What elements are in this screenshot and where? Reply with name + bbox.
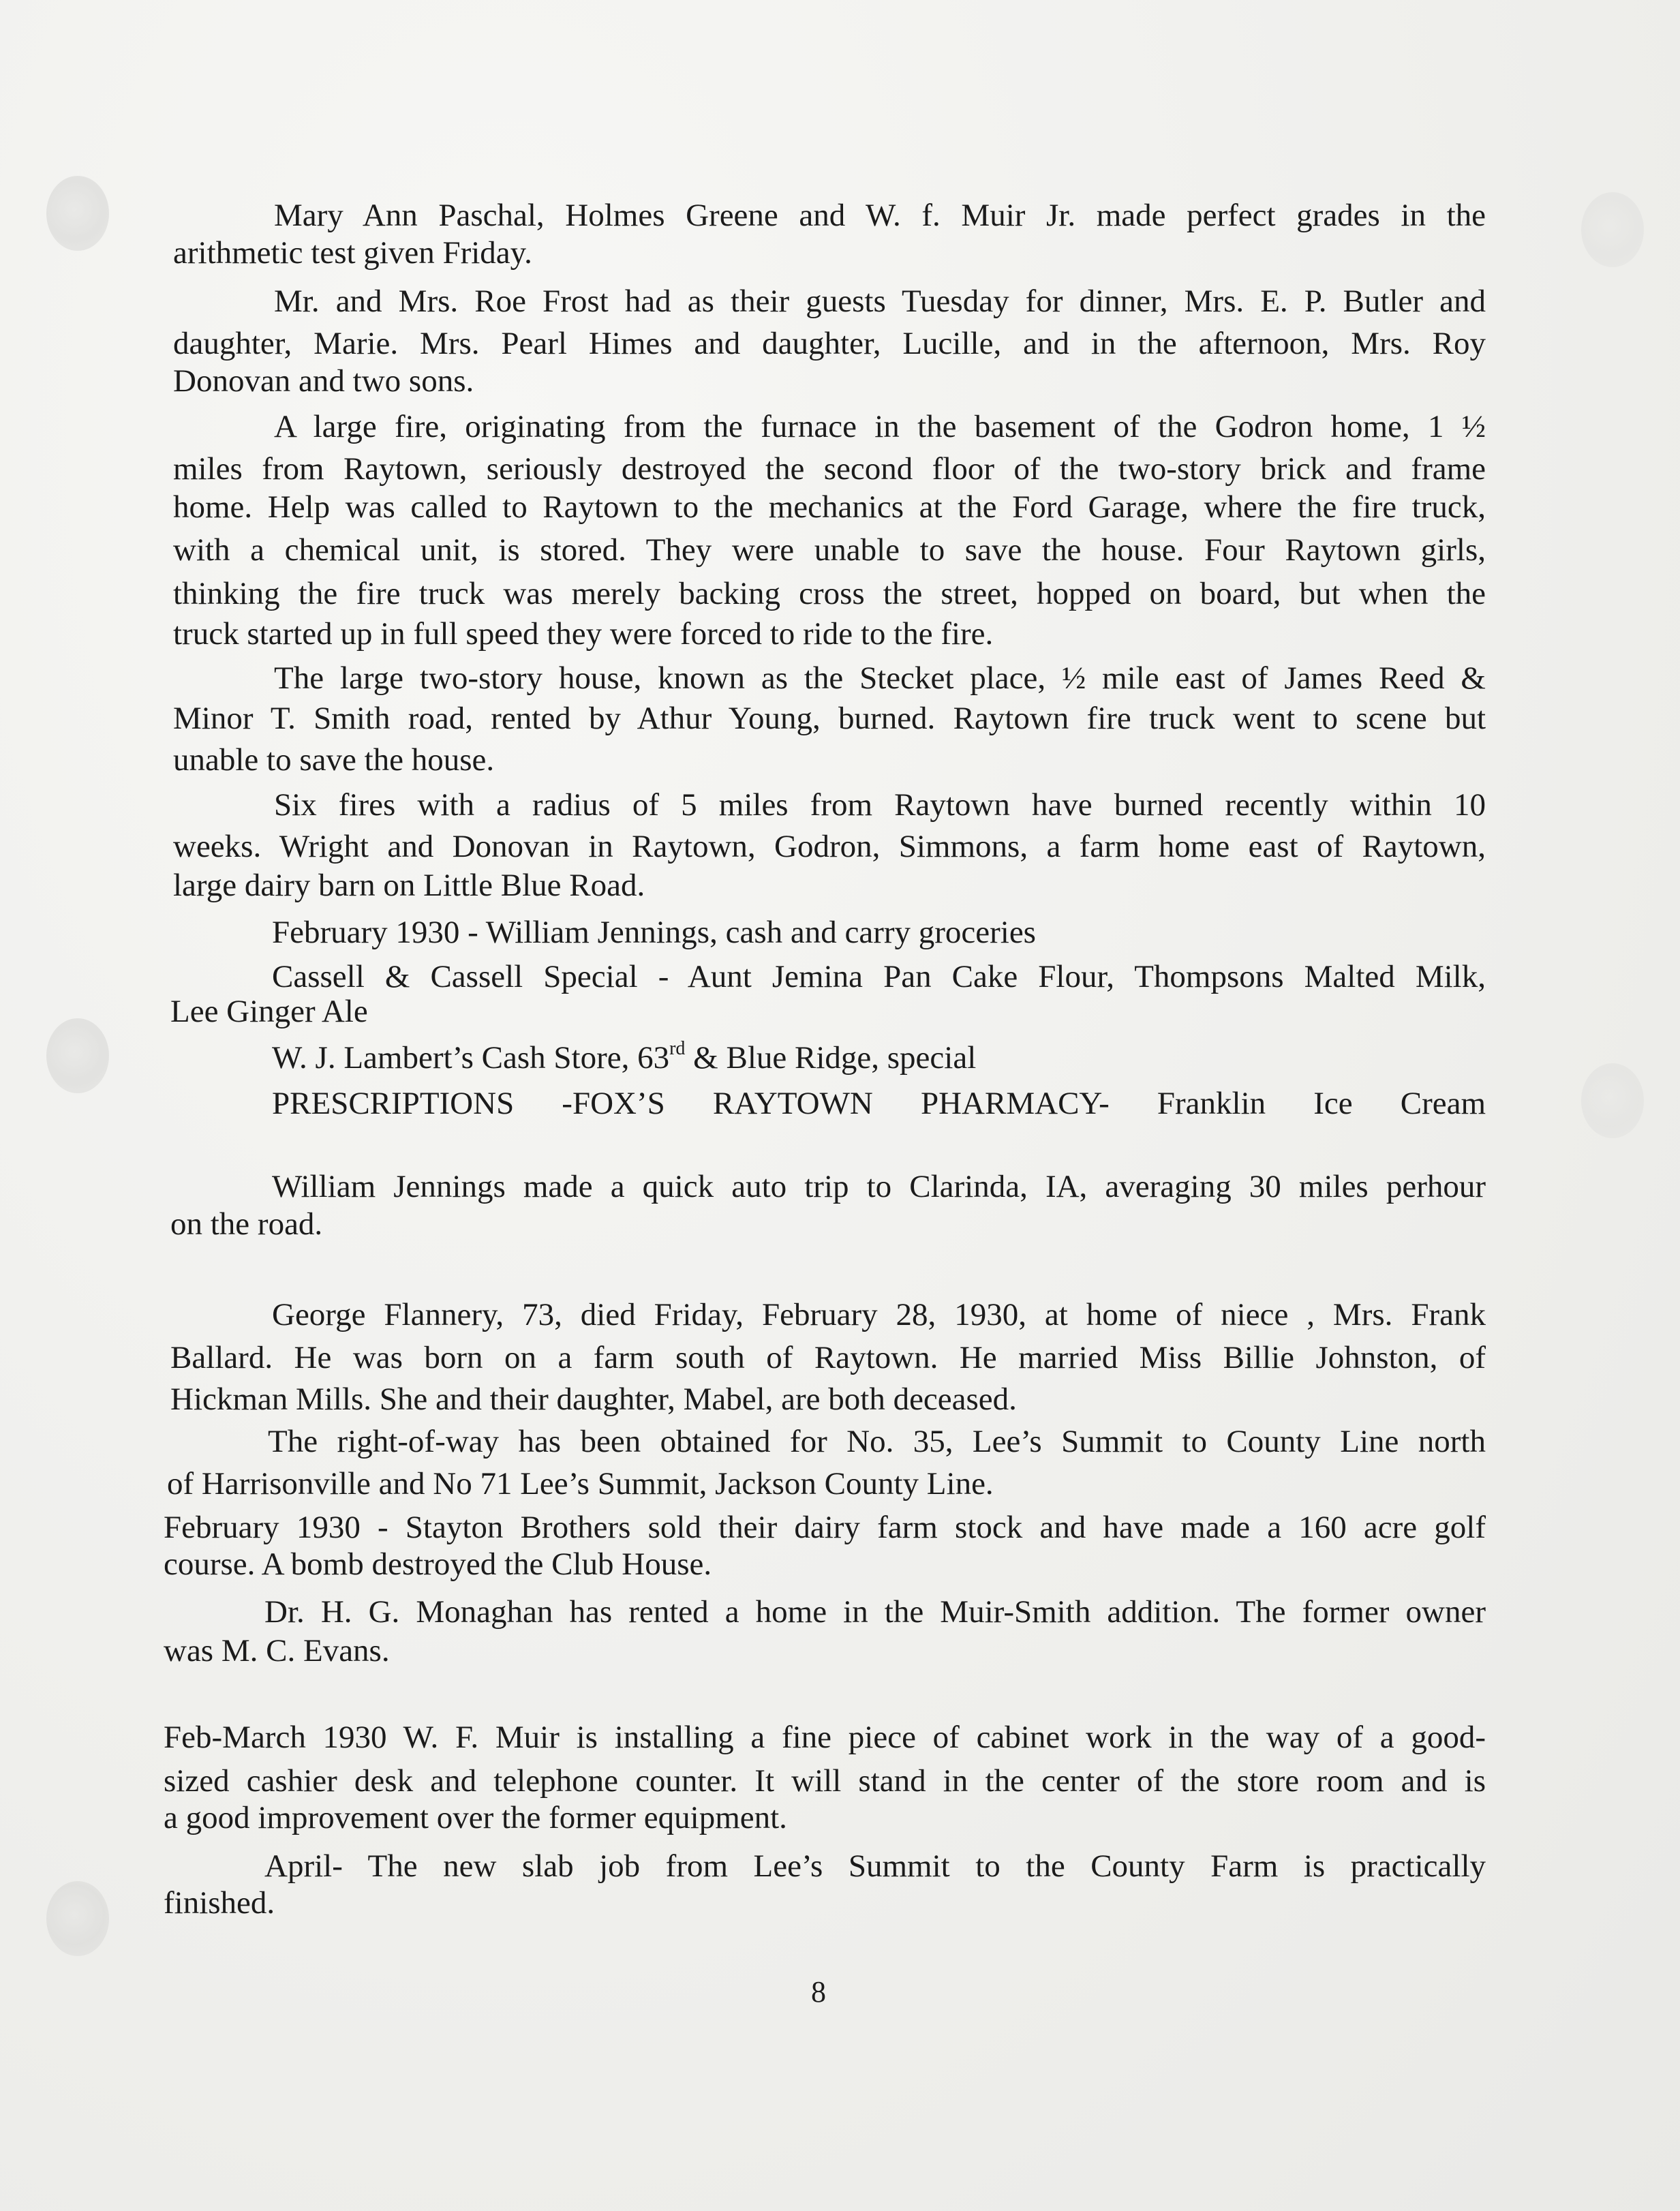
text-line: home. Help was called to Raytown to the mechanics at the Ford Garage, where the fire truck,: [173, 489, 1486, 525]
text-line: arithmetic test given Friday.: [173, 235, 532, 271]
page-number: 8: [811, 1975, 826, 2009]
punch-hole-right-middle: [1581, 1063, 1644, 1138]
text-line: Mary Ann Paschal, Holmes Greene and W. f. Muir Jr. made perfect grades in the: [274, 198, 1486, 233]
text-line: miles from Raytown, seriously destroyed the second floor of the two-story brick and frame: [173, 451, 1486, 487]
text-line: The large two-story house, known as the Stecket place, ½ mile east of James Reed &: [274, 660, 1486, 696]
text-line: Six fires with a radius of 5 miles from Raytown have burned recently within 10: [274, 787, 1486, 823]
text-line: on the road.: [170, 1206, 323, 1242]
text-line: sized cashier desk and telephone counter. It will stand in the center of the store room and is: [164, 1763, 1486, 1799]
text-line: William Jennings made a quick auto trip to Clarinda, IA, averaging 30 miles perhour: [272, 1169, 1486, 1204]
text-line: PRESCRIPTIONS -FOX’S RAYTOWN PHARMACY- Franklin Ice Cream: [272, 1086, 1486, 1121]
text-fragment: W. J. Lambert’s Cash Store, 63: [272, 1040, 670, 1076]
text-line: February 1930 - William Jennings, cash and carry groceries: [272, 915, 1036, 950]
text-line: Donovan and two sons.: [173, 363, 474, 399]
text-line: Mr. and Mrs. Roe Frost had as their guests Tuesday for dinner, Mrs. E. P. Butler and: [274, 284, 1486, 319]
text-line: Dr. H. G. Monaghan has rented a home in the Muir-Smith addition. The former owner: [264, 1594, 1486, 1630]
text-line: George Flannery, 73, died Friday, February 28, 1930, at home of niece , Mrs. Frank: [272, 1297, 1486, 1332]
text-line: Cassell & Cassell Special - Aunt Jemina Pan Cake Flour, Thompsons Malted Milk,: [272, 959, 1486, 994]
punch-hole-top: [46, 176, 109, 251]
text-line: was M. C. Evans.: [164, 1633, 390, 1668]
text-line: Hickman Mills. She and their daughter, Mabel, are both deceased.: [170, 1382, 1017, 1417]
text-line: Minor T. Smith road, rented by Athur Young, burned. Raytown fire truck went to scene but: [173, 701, 1486, 736]
text-line: The right-of-way has been obtained for No. 35, Lee’s Summit to County Line north: [268, 1424, 1486, 1459]
text-line: unable to save the house.: [173, 742, 495, 778]
text-fragment: & Blue Ridge, special: [685, 1040, 977, 1076]
text-line: [272, 1038, 976, 1078]
text-line: thinking the fire truck was merely backing cross the street, hopped on board, but when the: [173, 576, 1486, 611]
text-line: February 1930 - Stayton Brothers sold their dairy farm stock and have made a 160 acre golf: [164, 1510, 1486, 1545]
punch-hole-bottom: [46, 1881, 109, 1956]
text-line: Feb-March 1930 W. F. Muir is installing a fine piece of cabinet work in the way of a good-: [164, 1720, 1486, 1755]
punch-hole-middle: [46, 1018, 109, 1093]
punch-hole-right-top: [1581, 192, 1644, 267]
text-line: with a chemical unit, is stored. They were unable to save the house. Four Raytown girls,: [173, 532, 1486, 568]
text-line: A large fire, originating from the furnace in the basement of the Godron home, 1 ½: [274, 409, 1486, 444]
text-line: Lee Ginger Ale: [170, 994, 368, 1029]
text-line: weeks. Wright and Donovan in Raytown, Godron, Simmons, a farm home east of Raytown,: [173, 829, 1486, 864]
superscript: rd: [669, 1038, 686, 1059]
text-line: course. A bomb destroyed the Club House.: [164, 1546, 712, 1582]
text-line: truck started up in full speed they were forced to ride to the fire.: [173, 616, 994, 652]
text-line: finished.: [164, 1885, 275, 1921]
text-line: Ballard. He was born on a farm south of Raytown. He married Miss Billie Johnston, of: [170, 1340, 1486, 1375]
text-line: large dairy barn on Little Blue Road.: [173, 868, 645, 903]
text-line: of Harrisonville and No 71 Lee’s Summit, Jackson County Line.: [167, 1466, 994, 1501]
text-line: April- The new slab job from Lee’s Summit to the County Farm is practically: [264, 1848, 1486, 1884]
text-line: a good improvement over the former equipment.: [164, 1800, 787, 1835]
text-line: daughter, Marie. Mrs. Pearl Himes and daughter, Lucille, and in the afternoon, Mrs. Roy: [173, 326, 1486, 361]
